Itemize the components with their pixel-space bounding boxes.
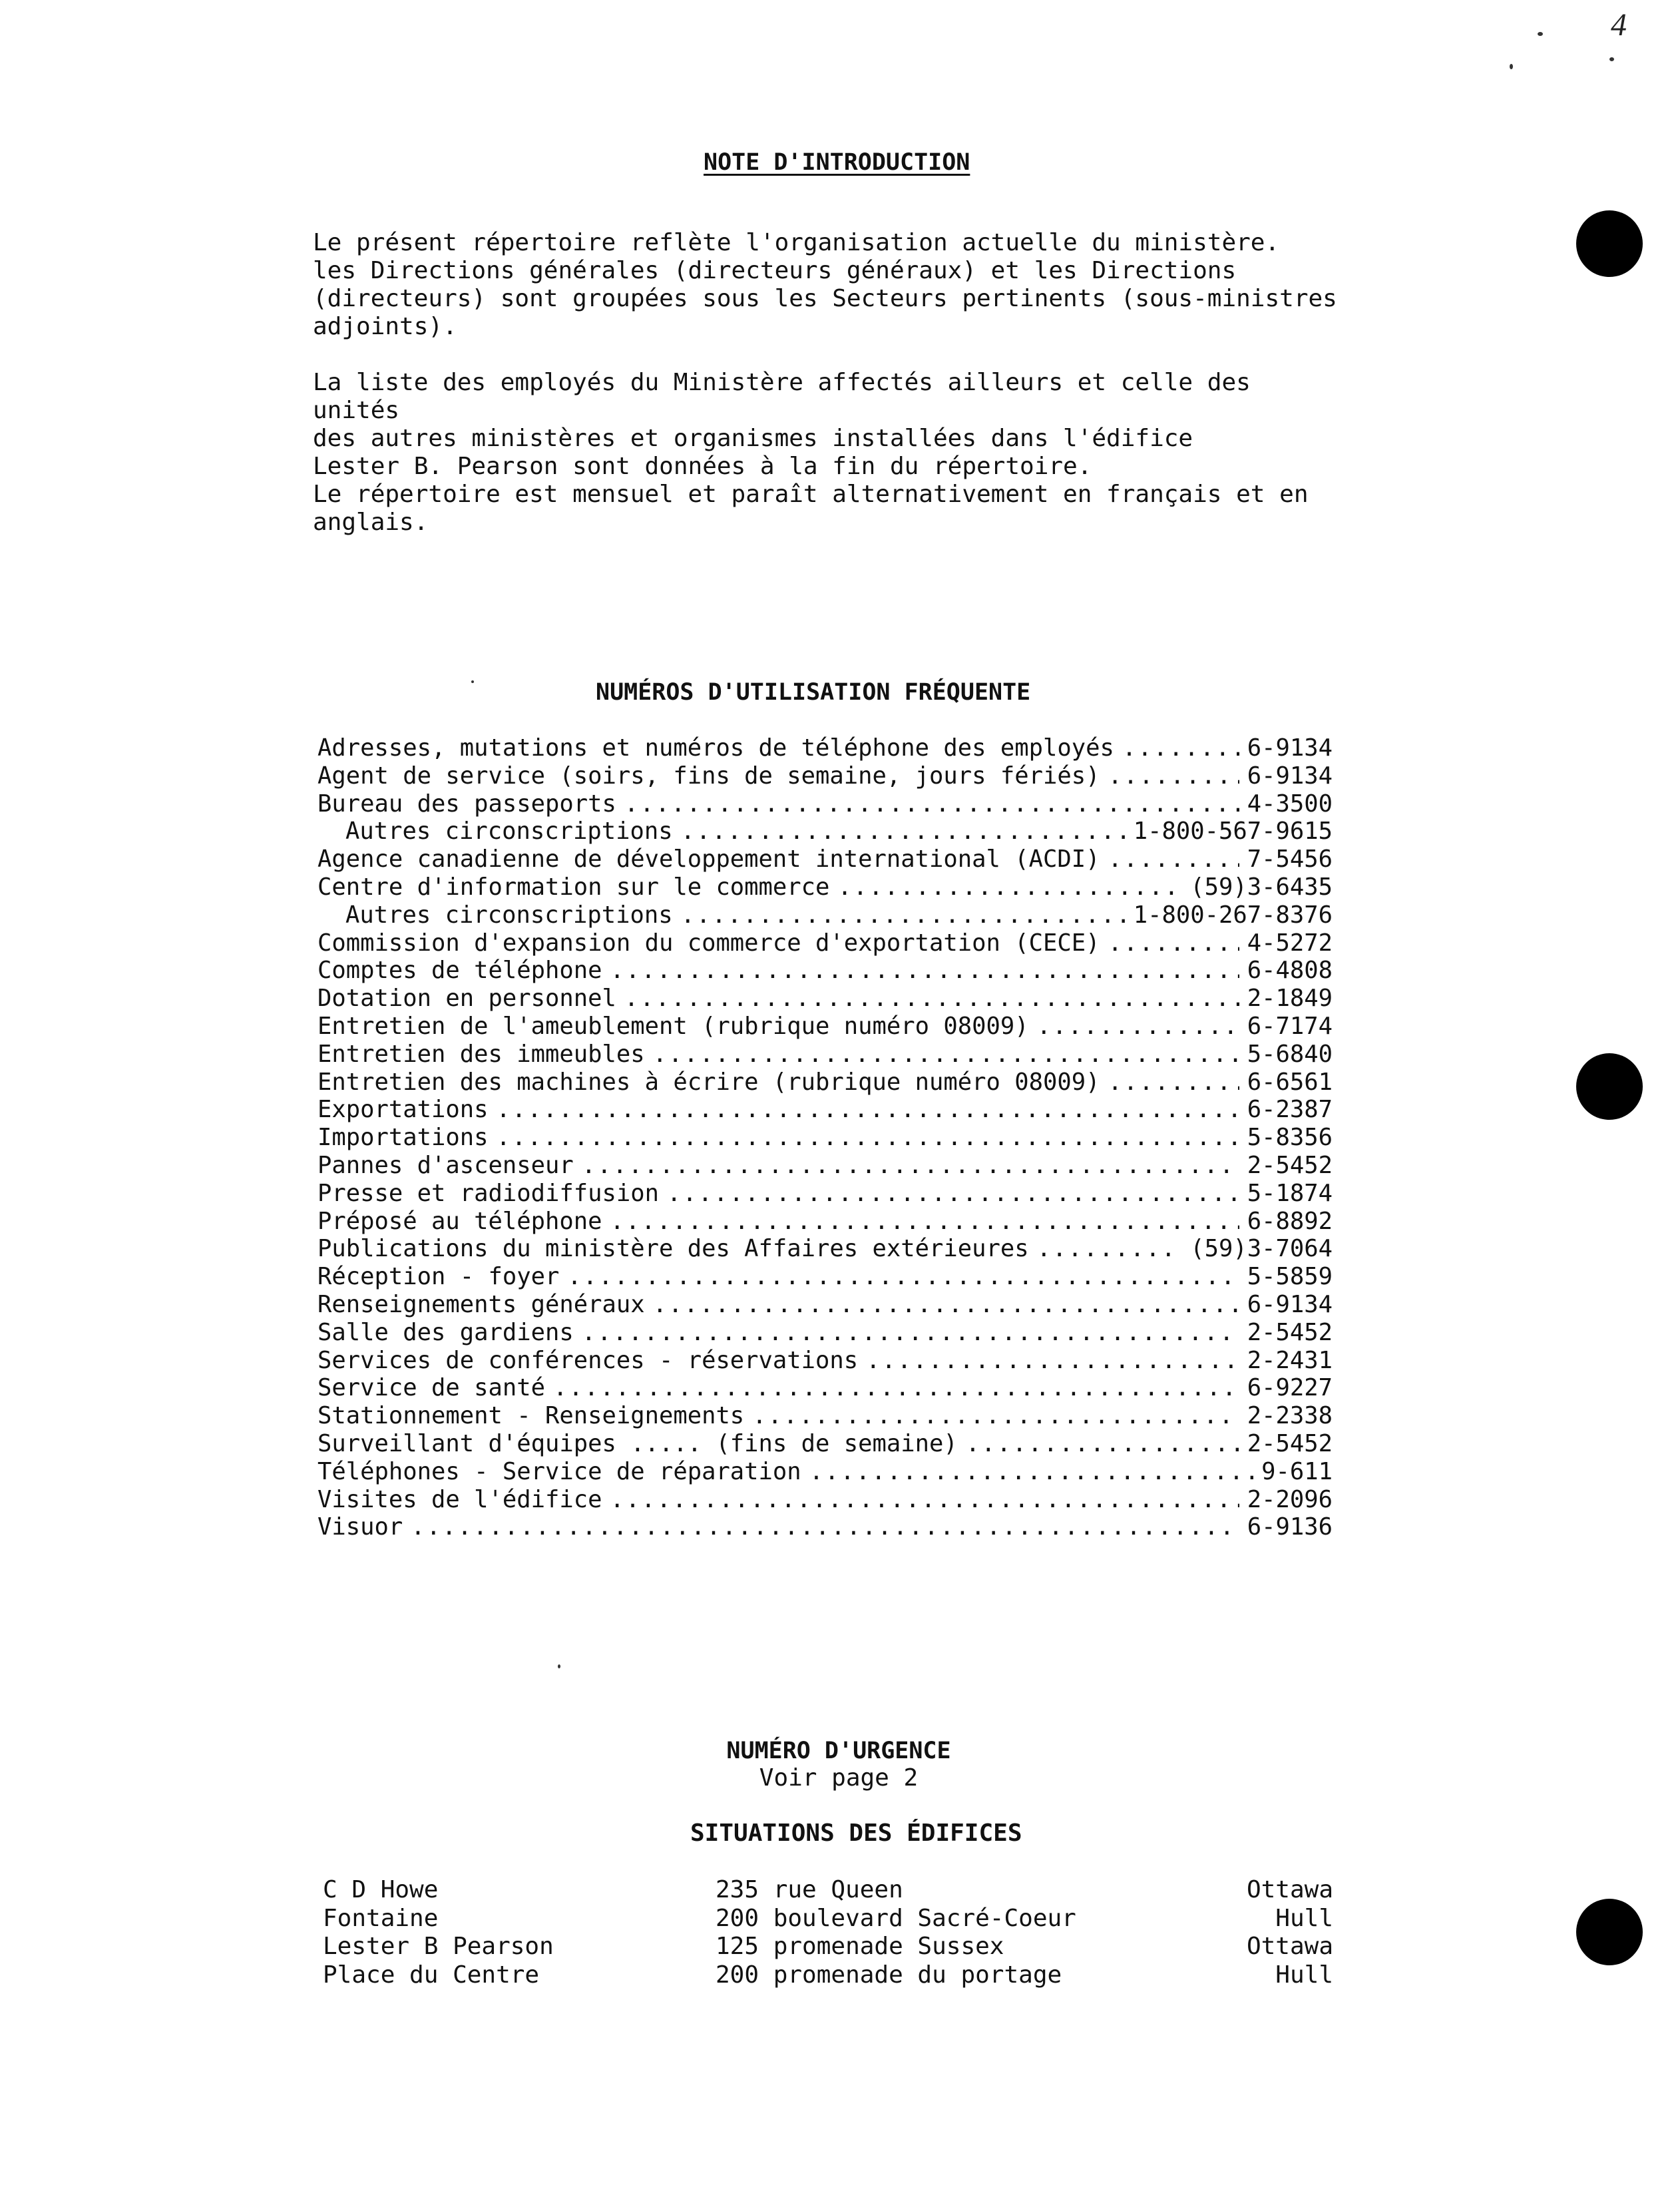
directory-entry	[317, 957, 1333, 985]
entry-label: Renseignements généraux	[317, 1290, 645, 1318]
entry-number: 5-6840	[1247, 1040, 1333, 1068]
entry-number: 2-2096	[1247, 1485, 1333, 1513]
dot-leader	[624, 790, 1239, 818]
directory-entry	[317, 790, 1333, 818]
dot-leader	[610, 1486, 1239, 1514]
entry-label: Autres circonscriptions	[345, 901, 673, 929]
entry-label: Préposé au téléphone	[317, 1207, 602, 1235]
dot-leader	[966, 1430, 1239, 1458]
entry-label: Exportations	[317, 1096, 489, 1124]
directory-entry	[317, 985, 1333, 1013]
dot-leader	[653, 1041, 1239, 1069]
entry-number: 5-1874	[1247, 1179, 1333, 1207]
directory-entry	[317, 1347, 1333, 1375]
directory-entry	[317, 1402, 1333, 1430]
entry-label: Téléphones - Service de réparation	[317, 1457, 801, 1485]
building-address: 125 promenade Sussex	[716, 1933, 1004, 1960]
entry-label: Services de conférences - réservations	[317, 1346, 859, 1374]
entry-number: 5-5859	[1247, 1263, 1333, 1291]
dot-leader	[567, 1263, 1239, 1291]
dot-leader	[653, 1291, 1239, 1319]
scan-speck	[1538, 32, 1543, 36]
entry-number: 2-5452	[1247, 1429, 1333, 1457]
dot-leader	[610, 1208, 1239, 1236]
dot-leader	[553, 1374, 1239, 1402]
punch-hole-bottom	[1576, 1899, 1643, 1965]
dot-leader	[411, 1513, 1239, 1541]
dot-leader	[866, 1347, 1239, 1375]
entry-number: 2-2338	[1247, 1402, 1333, 1430]
directory-entry	[317, 846, 1333, 873]
punch-hole-top	[1576, 210, 1643, 277]
building-city: Hull	[1275, 1904, 1333, 1932]
emergency-subtitle: Voir page 2	[759, 1764, 919, 1792]
building-name: Fontaine	[323, 1904, 439, 1932]
dot-leader	[496, 1124, 1239, 1152]
dot-leader	[752, 1402, 1239, 1430]
directory-entry	[317, 1013, 1333, 1041]
entry-label: Agent de service (soirs, fins de semaine, jours fériés)	[317, 762, 1100, 790]
directory-entry	[317, 1152, 1333, 1180]
building-city: Ottawa	[1246, 1876, 1333, 1903]
entry-number: 5-8356	[1247, 1124, 1333, 1152]
entry-label: Autres circonscriptions	[345, 818, 673, 846]
entry-number: 2-2431	[1247, 1346, 1333, 1374]
building-address: 235 rue Queen	[716, 1876, 903, 1903]
dot-leader	[1122, 734, 1239, 762]
directory-entry	[317, 1124, 1333, 1152]
building-address: 200 promenade du portage	[716, 1961, 1062, 1989]
intro-paragraph-1: Le présent répertoire reflète l'organisation actuelle du ministère. les Directions générales (directeurs généraux) et les Directions (directeurs) sont groupées sous les Secteurs pertinents (sous-ministres adjoints).	[313, 229, 1337, 340]
dot-leader	[681, 901, 1126, 929]
entry-label: Agence canadienne de développement international (ACDI)	[317, 846, 1100, 873]
dot-leader	[667, 1180, 1239, 1208]
directory-entry	[317, 1096, 1333, 1124]
directory-entry	[317, 1430, 1333, 1458]
directory-entry	[317, 1458, 1333, 1486]
entry-label: Surveillant d'équipes ..... (fins de semaine)	[317, 1429, 958, 1457]
entry-label: Commission d'expansion du commerce d'exportation (CECE)	[317, 929, 1100, 957]
scan-speck	[471, 680, 474, 683]
dot-leader	[496, 1096, 1239, 1124]
scan-speck	[1609, 57, 1614, 61]
entry-label: Réception - foyer	[317, 1263, 560, 1291]
entry-number: 1-800-567-9615	[1133, 818, 1333, 846]
entry-number: 4-3500	[1247, 790, 1333, 818]
directory-entry	[317, 1374, 1333, 1402]
entry-label: Visuor	[317, 1513, 403, 1541]
entry-number: 2-5452	[1247, 1318, 1333, 1346]
entry-number: 2-5452	[1247, 1151, 1333, 1179]
intro-title: NOTE D'INTRODUCTION	[704, 149, 970, 176]
emergency-title: NUMÉRO D'URGENCE	[726, 1738, 951, 1764]
dot-leader	[1108, 846, 1239, 873]
dot-leader	[1037, 1235, 1183, 1263]
punch-hole-middle	[1576, 1053, 1643, 1120]
entry-number: 7-5456	[1247, 846, 1333, 873]
entry-number: 2-1849	[1247, 985, 1333, 1013]
entry-number: 6-9134	[1247, 1290, 1333, 1318]
entry-label: Pannes d'ascenseur	[317, 1151, 574, 1179]
entry-label: Dotation en personnel	[317, 985, 616, 1013]
intro-paragraph-2: La liste des employés du Ministère affectés ailleurs et celle des unités des autres ministères et organismes installées dans l'édifice Lester B. Pearson sont données à la fin du répertoire.	[313, 369, 1251, 480]
buildings-title: SITUATIONS DES ÉDIFICES	[690, 1820, 1022, 1847]
building-name: Place du Centre	[323, 1961, 540, 1989]
building-city: Ottawa	[1246, 1933, 1333, 1960]
directory-entry	[317, 1208, 1333, 1236]
entry-number: 6-6561	[1247, 1068, 1333, 1096]
dot-leader	[1108, 762, 1239, 790]
scan-speck	[1510, 64, 1513, 69]
entry-number: (59)3-7064	[1190, 1235, 1333, 1263]
entry-number: 6-9227	[1247, 1374, 1333, 1402]
building-city: Hull	[1275, 1961, 1333, 1989]
dot-leader	[1108, 1069, 1239, 1096]
entry-number: 6-4808	[1247, 957, 1333, 985]
entry-label: Adresses, mutations et numéros de téléphone des employés	[317, 734, 1114, 762]
entry-label: Entretien de l'ameublement (rubrique numéro 08009)	[317, 1012, 1029, 1040]
entry-label: Publications du ministère des Affaires extérieures	[317, 1235, 1029, 1263]
dot-leader	[837, 873, 1182, 901]
directory-entry	[317, 929, 1333, 957]
building-name: C D Howe	[323, 1876, 439, 1903]
directory-entry	[317, 734, 1333, 762]
dot-leader	[610, 957, 1239, 985]
directory-entry	[317, 1486, 1333, 1514]
entry-label: Comptes de téléphone	[317, 957, 602, 985]
dot-leader	[1037, 1013, 1239, 1041]
building-name: Lester B Pearson	[323, 1933, 554, 1960]
entry-number: 4-5272	[1247, 929, 1333, 957]
directory-entry	[317, 1235, 1333, 1263]
page-number: 4	[1611, 7, 1627, 43]
entry-label: Visites de l'édifice	[317, 1485, 602, 1513]
directory-entry	[317, 1041, 1333, 1069]
frequent-numbers-list	[317, 734, 1333, 1541]
building-address: 200 boulevard Sacré-Coeur	[716, 1904, 1076, 1932]
entry-number: 6-8892	[1247, 1207, 1333, 1235]
entry-label: Service de santé	[317, 1374, 545, 1402]
building-row	[323, 1876, 1333, 1905]
entry-number: 1-800-267-8376	[1133, 901, 1333, 929]
entry-label: Importations	[317, 1124, 489, 1152]
building-row	[323, 1905, 1333, 1933]
dot-leader	[1108, 929, 1239, 957]
intro-paragraph-3: Le répertoire est mensuel et paraît alternativement en français et en anglais.	[313, 481, 1309, 536]
entry-label: Entretien des machines à écrire (rubrique numéro 08009)	[317, 1068, 1100, 1096]
directory-entry	[317, 1263, 1333, 1291]
directory-entry	[317, 1319, 1333, 1347]
entry-number: 6-2387	[1247, 1096, 1333, 1124]
dot-leader	[582, 1319, 1239, 1347]
dot-leader	[809, 1458, 1253, 1486]
entry-label: Centre d'information sur le commerce	[317, 873, 830, 901]
buildings-table	[323, 1876, 1333, 1989]
dot-leader	[582, 1152, 1239, 1180]
directory-entry	[317, 1180, 1333, 1208]
directory-entry	[317, 1513, 1333, 1541]
directory-entry	[317, 1291, 1333, 1319]
entry-number: 9-611	[1261, 1457, 1333, 1485]
frequent-numbers-title: NUMÉROS D'UTILISATION FRÉQUENTE	[596, 679, 1031, 706]
dot-leader	[624, 985, 1239, 1013]
directory-entry	[317, 873, 1333, 901]
entry-label: Presse et radiodiffusion	[317, 1179, 659, 1207]
building-row	[323, 1933, 1333, 1961]
directory-entry	[317, 818, 1333, 846]
entry-number: 6-7174	[1247, 1012, 1333, 1040]
building-row	[323, 1961, 1333, 1990]
entry-label: Salle des gardiens	[317, 1318, 574, 1346]
dot-leader	[681, 818, 1126, 846]
entry-label: Stationnement - Renseignements	[317, 1402, 745, 1430]
entry-label: Bureau des passeports	[317, 790, 616, 818]
scan-speck	[558, 1664, 560, 1668]
entry-label: Entretien des immeubles	[317, 1040, 645, 1068]
directory-entry	[317, 901, 1333, 929]
directory-entry	[317, 762, 1333, 790]
entry-number: 6-9134	[1247, 762, 1333, 790]
entry-number: 6-9136	[1247, 1513, 1333, 1541]
entry-number: 6-9134	[1247, 734, 1333, 762]
entry-number: (59)3-6435	[1190, 873, 1333, 901]
directory-entry	[317, 1069, 1333, 1096]
